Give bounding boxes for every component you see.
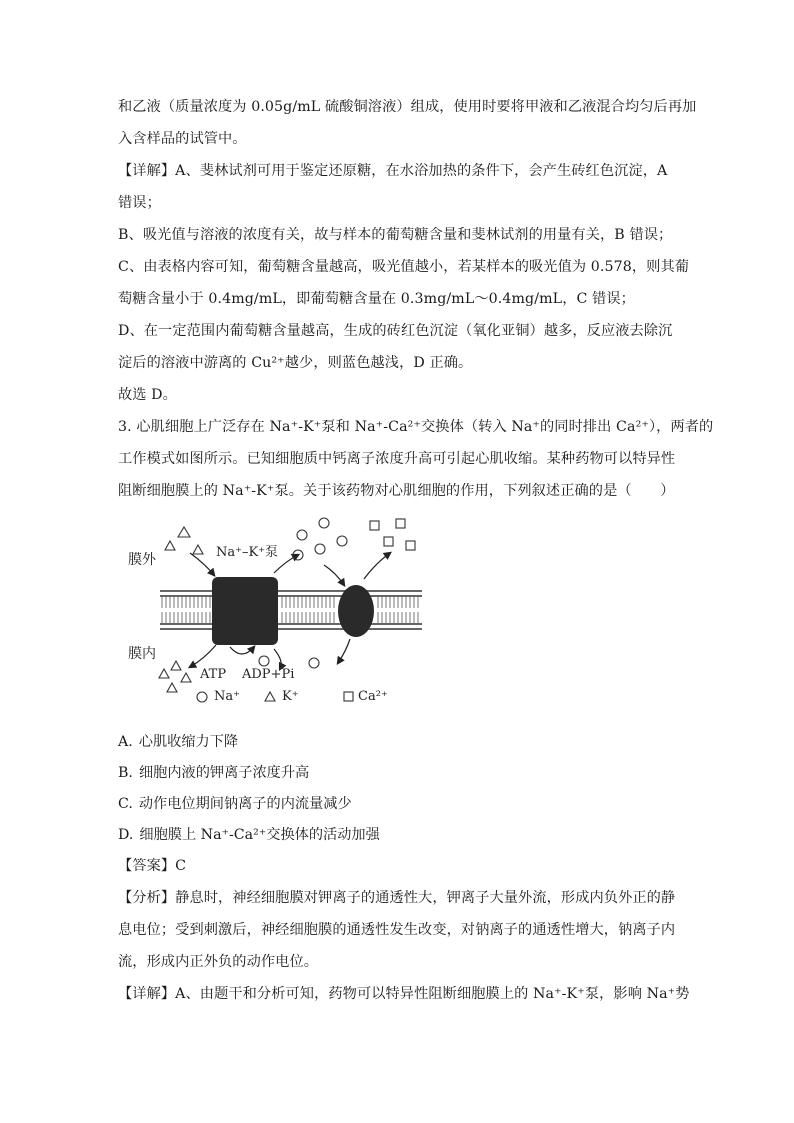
text-line: D、在一定范围内葡萄糖含量越高，生成的砖红色沉淀（氧化亚铜）越多，反应液去除沉 [118, 323, 673, 339]
text-line: B、吸光值与溶液的浓度有关，故与样本的葡萄糖含量和斐林试剂的用量有关，B 错误； [118, 227, 673, 243]
inside-label: 膜内 [128, 646, 156, 662]
phospholipid-bilayer [160, 589, 422, 631]
document-page [118, 96, 714, 1015]
adp-label: ADP+Pi [242, 667, 295, 682]
option-d: D. 细胞膜上 Na⁺-Ca²⁺交换体的活动加强 [118, 827, 380, 843]
text-line: 【详解】A、斐林试剂可用于鉴定还原糖，在水浴加热的条件下，会产生砖红色沉淀，A [118, 163, 668, 179]
outside-label: 膜外 [128, 552, 156, 568]
legend-ca-label: Ca²⁺ [358, 689, 388, 704]
question-stem: 阻断细胞膜上的 Na⁺-K⁺泵。关于该药物对心肌细胞的作用，下列叙述正确的是（ ） [118, 483, 675, 499]
analysis-line: 【分析】静息时，神经细胞膜对钾离子的通透性大，钾离子大量外流，形成内负外正的静 [118, 890, 676, 906]
answer-line: 【答案】C [118, 858, 187, 874]
text-line: 错误； [118, 195, 161, 211]
analysis-line: 息电位；受到刺激后，神经细胞膜的通透性发生改变，对钠离子的通透性增大，钠离子内 [118, 922, 676, 938]
text-line: 淀后的溶液中游离的 Cu²⁺越少，则蓝色越浅，D 正确。 [118, 355, 473, 371]
legend-k-label: K⁺ [282, 689, 299, 704]
legend-na-label: Na⁺ [214, 689, 240, 704]
membrane-transport-figure [124, 511, 424, 721]
text-line: 入含样品的试管中。 [118, 131, 247, 147]
na-k-pump-shape [212, 577, 278, 645]
detail-line: 【详解】A、由题干和分析可知，药物可以特异性阻断细胞膜上的 Na⁺-K⁺泵，影响 Na⁺势 [118, 986, 690, 1002]
option-c: C. 动作电位期间钠离子的内流量减少 [118, 796, 352, 812]
question-stem: 工作模式如图所示。已知细胞质中钙离子浓度升高可引起心肌收缩。某种药物可以特异性 [118, 451, 676, 467]
ca-ions [370, 519, 415, 550]
text-line: 和乙液（质量浓度为 0.05g/mL 硫酸铜溶液）组成，使用时要将甲液和乙液混合均匀后再加 [118, 99, 697, 115]
option-a: A. 心肌收缩力下降 [118, 734, 239, 750]
na-ca-exchanger-shape [338, 585, 374, 637]
question-stem: 3. 心肌细胞上广泛存在 Na⁺-K⁺泵和 Na⁺-Ca²⁺交换体（转入 Na⁺的同时排出 Ca²⁺），两者的 [118, 419, 714, 435]
pump-label: Na⁺–K⁺泵 [216, 545, 279, 560]
text-line: C、由表格内容可知，葡萄糖含量越高，吸光值越小，若某样本的吸光值为 0.578，则其葡 [118, 259, 690, 275]
analysis-line: 流，形成内正外负的动作电位。 [118, 954, 319, 970]
text-line: 萄糖含量小于 0.4mg/mL，即葡萄糖含量在 0.3mg/mL～0.4mg/mL，C 错误； [118, 291, 635, 307]
atp-label: ATP [200, 667, 227, 682]
option-b: B. 细胞内液的钾离子浓度升高 [118, 765, 310, 781]
text-line: 故选 D。 [118, 387, 177, 403]
